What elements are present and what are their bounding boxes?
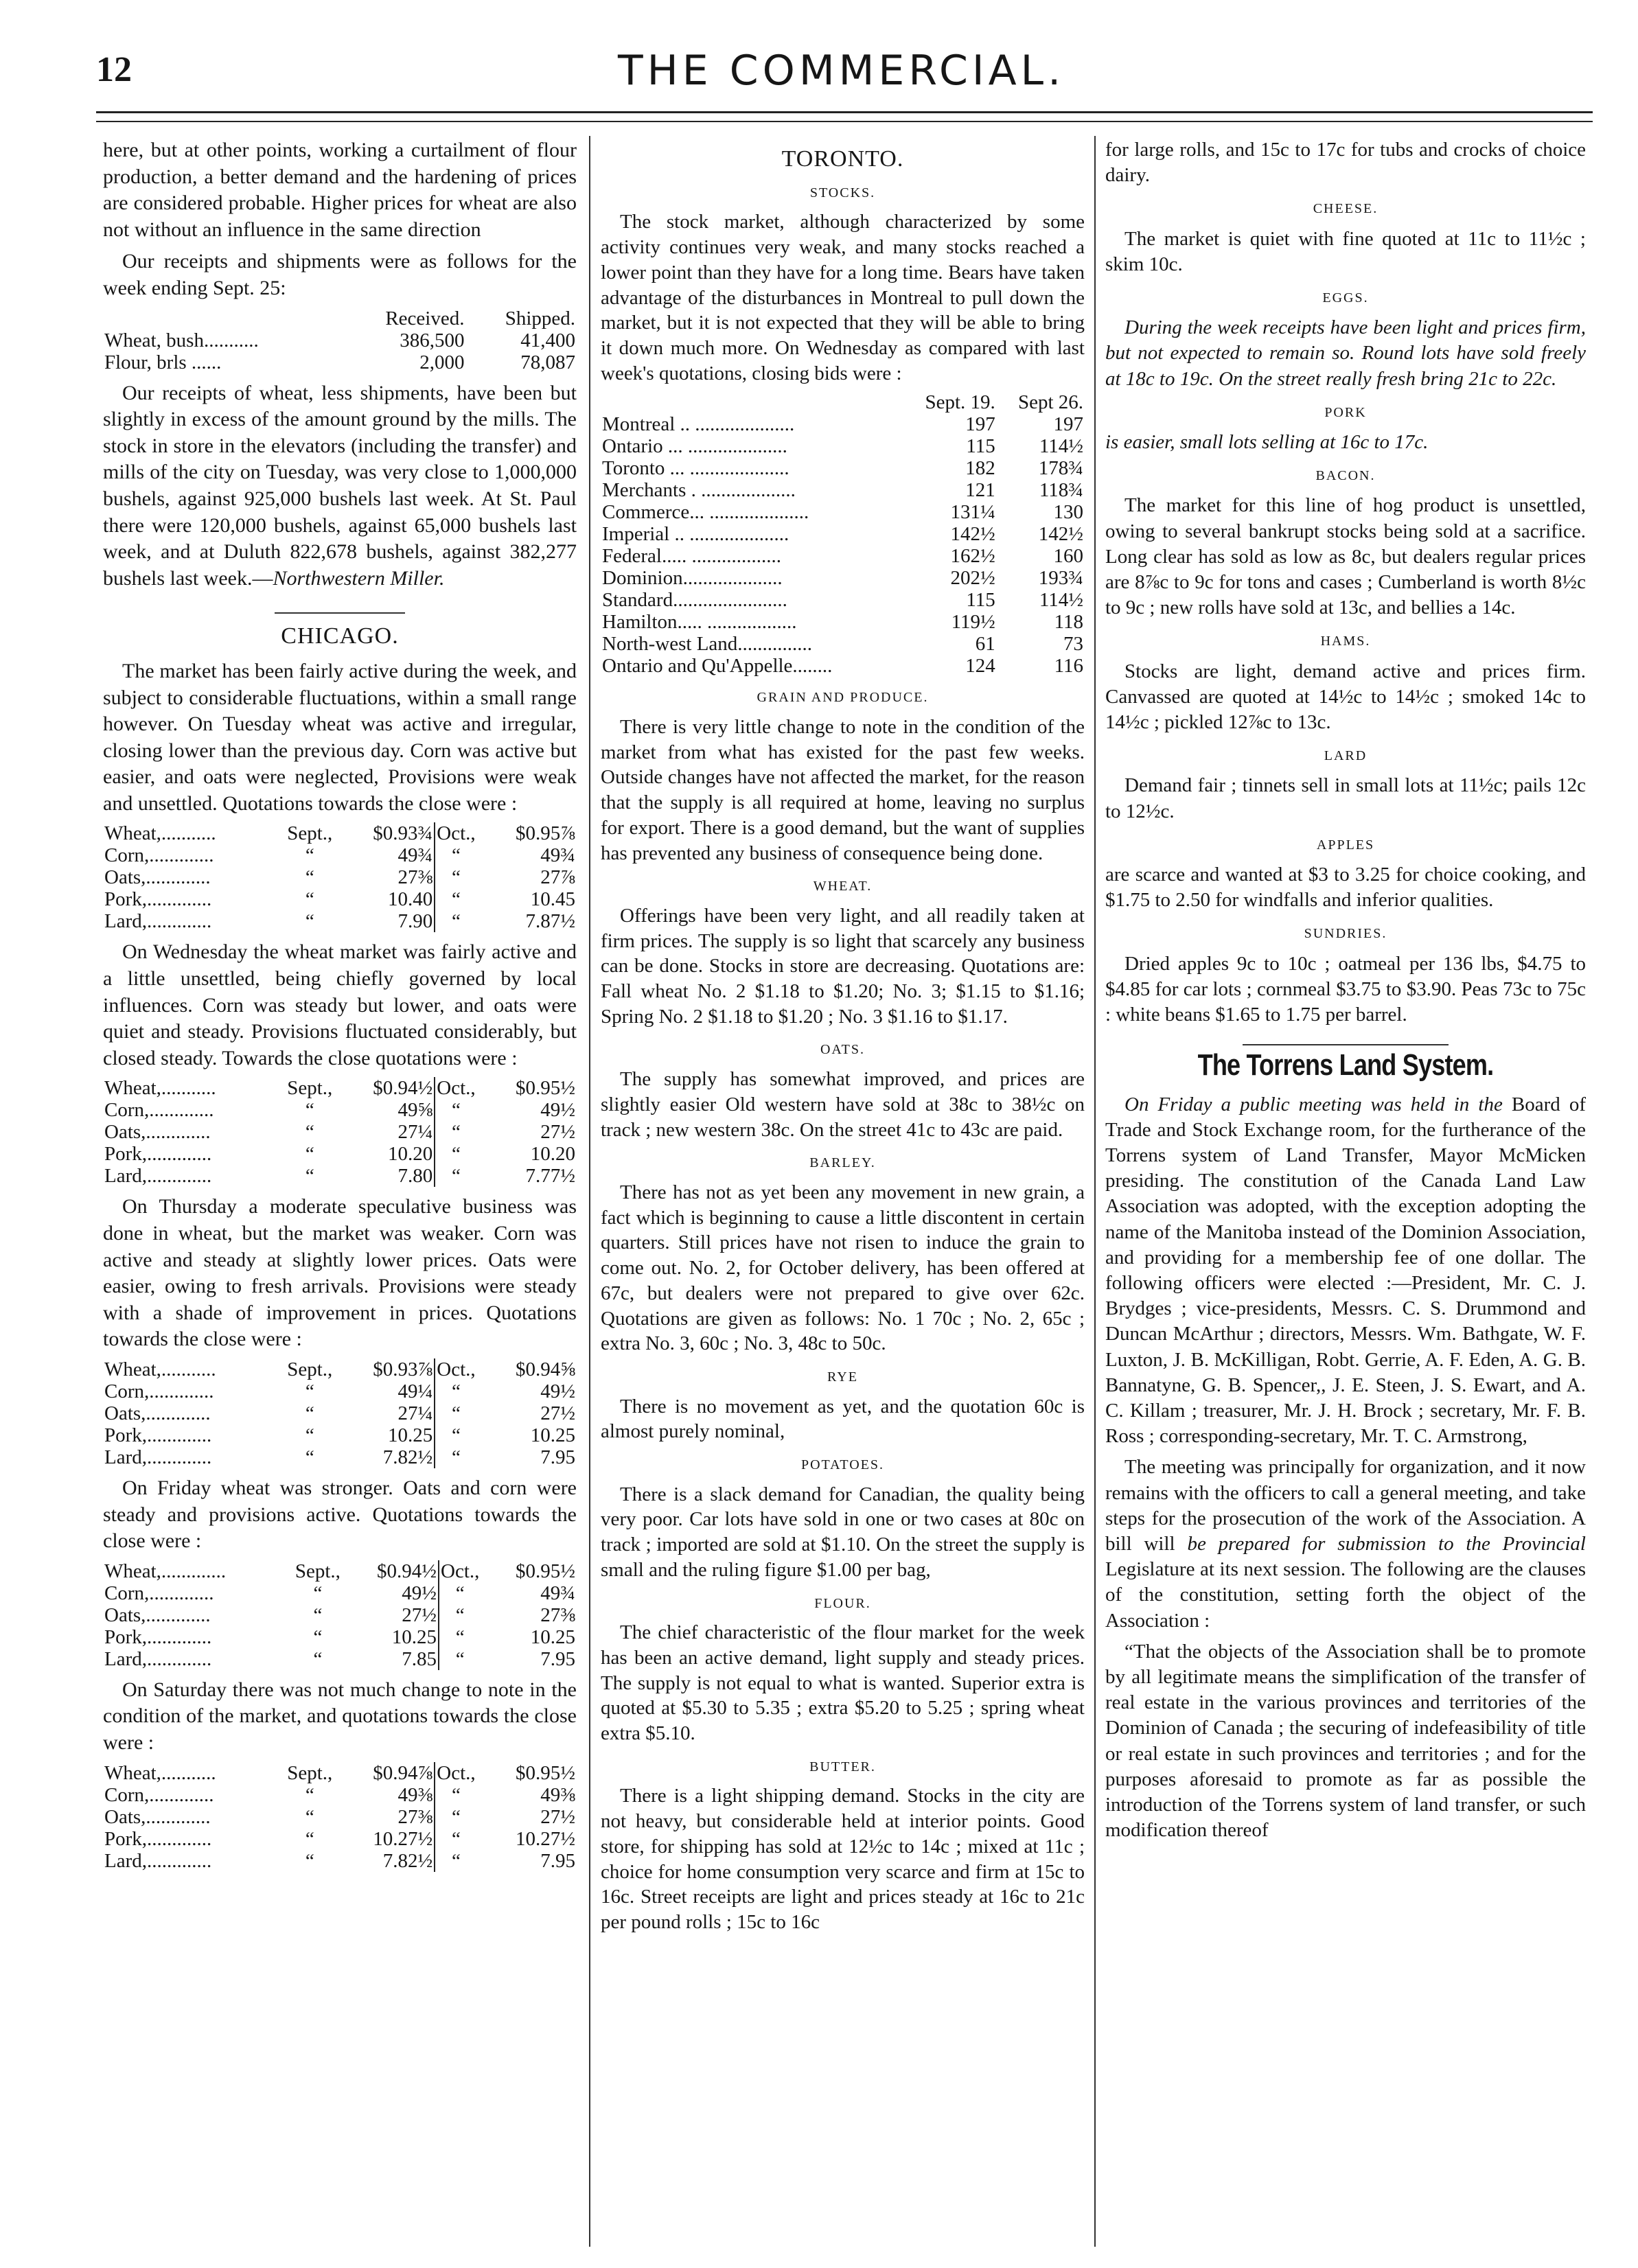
stock-sept26: 142½ — [1038, 523, 1083, 546]
quote-sept-value: 10.40 — [334, 888, 435, 910]
receipts-head-shipped: Shipped. — [505, 307, 575, 329]
stock-sept19: 61 — [975, 633, 995, 656]
quote-sept-label: “ — [305, 910, 314, 933]
receipts-table — [103, 308, 577, 373]
quote-sept-value: 10.20 — [334, 1143, 435, 1165]
quote-sept-label: “ — [313, 1604, 323, 1626]
chicago-title: CHICAGO. — [281, 623, 399, 649]
quote-oct-value: 49⅜ — [540, 1783, 575, 1806]
torrens-paragraph-3: “That the objects of the Association shall be to promote by all legitimate means the simplification of the transfer of real estate in the various provinces and territories of the Dominion of Canada ; the securing of indefeasibility of title or real estate in such provinces and territories ; and for the purposes aforesaid to promote as far as possible the introduction of the Torrens system of land transfer, or such modification thereof — [1105, 1640, 1586, 1842]
quote-oct-label: “ — [452, 1805, 461, 1828]
quote-sept-value: 49⅜ — [334, 1784, 435, 1806]
quote-oct-value: $0.95⅞ — [516, 822, 575, 845]
quote-oct-value: $0.94⅝ — [516, 1358, 575, 1380]
quote-oct-label: Oct., — [437, 1358, 476, 1380]
cheese-paragraph: The market is quiet with fine quoted at 11c to 11½c ; skim 10c. — [1105, 227, 1586, 275]
quote-sept-value: $0.94⅞ — [334, 1762, 435, 1784]
butter-paragraph: There is a light shipping demand. Stocks in the city are not heavy, but considerable held at interior points. Good store, for shipping has sold at 12½c to 14c ; mixed at 11c ; choice for home consumption very scarce and firm at 15c to 16c. Street receipts are light and prices steady at 16c to 21c per pound rolls ; 15c to 16c — [601, 1785, 1085, 1933]
quote-sept-value: $0.93¾ — [334, 822, 435, 844]
quote-oct-label: “ — [452, 1446, 461, 1468]
stock-name: Standard....................... — [602, 589, 787, 612]
quote-commodity: Oats,............. — [104, 1604, 211, 1626]
quote-sept-value: 7.82½ — [334, 1446, 435, 1468]
table-row — [601, 545, 1085, 567]
table-row — [103, 329, 577, 351]
stocks-head-sept26: Sept 26. — [1017, 391, 1083, 414]
quote-oct-label: “ — [452, 1121, 461, 1144]
quote-commodity: Corn,............. — [104, 1783, 214, 1806]
quote-sept-label: “ — [305, 888, 314, 911]
table-row — [103, 1626, 577, 1648]
quote-oct-label: “ — [455, 1604, 465, 1626]
quote-commodity: Wheat,............. — [104, 1560, 227, 1582]
quote-sept-value: 7.85 — [342, 1648, 439, 1670]
flour-heading: FLOUR. — [814, 1595, 871, 1611]
quote-oct-value: 10.20 — [530, 1143, 575, 1166]
table-row — [103, 1762, 577, 1784]
stock-sept26: 114½ — [1039, 435, 1083, 458]
butter-continued: for large rolls, and 15c to 17c for tubs and crocks of choice dairy. — [1105, 139, 1586, 187]
quote-sept-value: 49⅝ — [334, 1099, 435, 1121]
chicago-p5: On Saturday there was not much change to note in the condition of the market, and quotations towards the close were : — [103, 1678, 577, 1754]
stock-sept26: 73 — [1063, 633, 1083, 656]
table-row — [601, 413, 1085, 435]
torrens-paragraph-2 — [1105, 1455, 1586, 1633]
stock-sept26: 178¾ — [1038, 457, 1083, 480]
stock-sept19: 124 — [965, 655, 995, 678]
table-row — [601, 567, 1085, 589]
table-row — [103, 1143, 577, 1165]
chicago-p2: On Wednesday the wheat market was fairly active and a little unsettled, being chiefly governed by local influences. Corn was steady but lower, and oats were quiet and steady. Provisions fluctuated considerably, but closed steady. Towards the close quotations were : — [103, 940, 577, 1069]
chicago-p4: On Friday wheat was stronger. Oats and corn were steady and provisions active. Quotations towards the close were : — [103, 1477, 577, 1553]
quote-commodity: Pork,............. — [104, 1827, 212, 1850]
torrens-paragraph-1 — [1105, 1092, 1586, 1450]
receipts-head-received: Received. — [385, 307, 465, 329]
quote-sept-value: $0.93⅞ — [334, 1358, 435, 1380]
col1-intro: here, but at other points, working a curtailment of flour production, a better demand and the hardening of prices are considered probable. Higher prices for wheat are also not without an influence in the same direction — [103, 139, 577, 241]
quote-sept-label: Sept., — [295, 1560, 341, 1582]
stock-name: Merchants . ................... — [602, 479, 796, 502]
quote-oct-label: “ — [452, 1849, 461, 1872]
quotes-table-4 — [103, 1560, 577, 1670]
quote-oct-label: “ — [452, 1827, 461, 1850]
table-row — [103, 1424, 577, 1446]
quotes-table-2 — [103, 1077, 577, 1187]
quote-sept-label: “ — [305, 1402, 314, 1424]
torrens-text-2a: The meeting was principally for organization, and it now remains with the officers to call a general meeting, and take steps for the prosecution of the work of the Association. A bill will — [1105, 1456, 1586, 1555]
sundries-heading: SUNDRIES. — [1304, 926, 1387, 942]
chicago-p1: The market has been fairly active during the week, and subject to considerable fluctuations, within a small range however. On Tuesday wheat was active and irregular, closing lower than the previous day. Corn was active but easier, and oats were neglected, Provisions were weak and unsettled. Quotations towards the close were : — [103, 659, 577, 815]
stock-sept26: 160 — [1053, 545, 1083, 568]
quote-sept-label: “ — [305, 1424, 314, 1446]
quote-sept-value: 7.82½ — [334, 1850, 435, 1872]
sundries-paragraph: Dried apples 9c to 10c ; oatmeal per 136 lbs, $4.75 to $4.85 for car lots ; cornmeal $3.75 to $3.90. Peas 73c to 75c : white beans $1.65 to 1.75 per barrel. — [1105, 952, 1586, 1026]
apples-paragraph: are scarce and wanted at $3 to 3.25 for choice cooking, and $1.75 to 2.50 for windfalls and inferior qualities. — [1105, 864, 1586, 912]
grain-heading: GRAIN AND PRODUCE. — [757, 690, 929, 706]
quote-sept-value: 27⅜ — [334, 866, 435, 888]
quote-oct-label: “ — [452, 1402, 461, 1424]
quote-oct-label: Oct., — [441, 1560, 480, 1582]
stock-sept19: 131¼ — [950, 501, 995, 524]
quote-commodity: Wheat,........... — [104, 1358, 216, 1380]
table-row — [103, 1121, 577, 1143]
stock-name: Ontario and Qu'Appelle........ — [602, 655, 833, 678]
quote-sept-value: 7.90 — [334, 910, 435, 932]
quote-oct-label: Oct., — [437, 1761, 476, 1784]
page-number: 12 — [96, 50, 132, 89]
quote-commodity: Pork,............. — [104, 1143, 212, 1166]
quote-oct-label: “ — [455, 1625, 465, 1648]
header-rule-top — [96, 111, 1593, 113]
table-row — [103, 1358, 577, 1380]
hams-heading: HAMS. — [1320, 634, 1371, 649]
rye-paragraph: There is no movement as yet, and the quotation 60c is almost purely nominal, — [601, 1395, 1085, 1443]
quote-sept-label: Sept., — [287, 1358, 333, 1380]
quotes-table-1 — [103, 822, 577, 932]
quote-sept-value: $0.94½ — [334, 1077, 435, 1099]
quote-oct-value: $0.95½ — [516, 1761, 575, 1784]
table-row — [103, 1784, 577, 1806]
row-label: Flour, brls ...... — [104, 351, 222, 373]
quote-sept-value: 49½ — [342, 1582, 439, 1604]
quote-oct-value: 49¾ — [540, 844, 575, 867]
row-shipped: 78,087 — [520, 351, 575, 373]
row-received: 2,000 — [419, 351, 465, 373]
quote-commodity: Pork,............. — [104, 1424, 212, 1446]
table-row — [103, 1077, 577, 1099]
stock-sept19: 202½ — [950, 567, 995, 590]
stocks-heading: STOCKS. — [809, 185, 876, 200]
quote-oct-value: 10.25 — [530, 1424, 575, 1446]
section-separator — [1243, 1044, 1449, 1045]
quote-sept-value: 27¼ — [334, 1402, 435, 1424]
wheat-paragraph: Offerings have been very light, and all readily taken at firm prices. The supply is so light that scarcely any business can be done. Stocks in store are decreasing. Quotations are: Fall wheat No. 2 $1.18 to $1.20; No. 3; $1.15 to $1.16; Spring No. 2 $1.18 to $1.20 ; No. 3 $1.16 to $1.17. — [601, 904, 1085, 1028]
quote-commodity: Corn,............. — [104, 844, 214, 867]
quote-commodity: Corn,............. — [104, 1380, 214, 1402]
quote-oct-label: “ — [452, 844, 461, 867]
row-received: 386,500 — [400, 329, 465, 351]
quote-oct-value: 49¾ — [540, 1582, 575, 1604]
quote-commodity: Corn,............. — [104, 1099, 214, 1122]
quote-oct-label: “ — [452, 1165, 461, 1188]
quote-sept-label: “ — [313, 1582, 323, 1604]
torrens-italic-lead: On Friday a public meeting was held in the — [1124, 1093, 1503, 1115]
quote-commodity: Pork,............. — [104, 888, 212, 911]
quote-sept-value: 27¼ — [334, 1121, 435, 1143]
stock-sept19: 182 — [965, 457, 995, 480]
stock-sept19: 115 — [966, 435, 995, 458]
quotes-table-3 — [103, 1358, 577, 1468]
pork-paragraph: is easier, small lots selling at 16c to 17c. — [1105, 431, 1429, 454]
quote-sept-label: “ — [305, 1099, 314, 1122]
page-header — [96, 49, 1593, 111]
stock-name: Hamilton..... .................. — [602, 611, 797, 634]
quote-sept-label: Sept., — [287, 1761, 333, 1784]
quotes-table-5 — [103, 1762, 577, 1872]
table-row — [103, 910, 577, 932]
rye-heading: RYE — [827, 1369, 858, 1385]
receipts-source: Northwestern Miller. — [273, 566, 445, 590]
table-row — [103, 1099, 577, 1121]
stock-sept26: 193¾ — [1038, 567, 1083, 590]
oats-heading: OATS. — [820, 1042, 865, 1058]
quote-sept-label: “ — [305, 1380, 314, 1402]
lard-paragraph: Demand fair ; tinnets sell in small lots at 11½c; pails 12c to 12½c. — [1105, 774, 1586, 822]
column-divider-2 — [1094, 136, 1096, 2247]
table-row — [103, 1850, 577, 1872]
stock-name: Federal..... .................. — [602, 545, 781, 568]
hams-paragraph: Stocks are light, demand active and prices firm. Canvassed are quoted at 14½c to 14½c ; smoked 14c to 14½c ; pickled 12⅞c to 13c. — [1105, 660, 1586, 734]
quote-sept-value: 10.25 — [334, 1424, 435, 1446]
quote-sept-label: “ — [305, 1827, 314, 1850]
table-row — [103, 1582, 577, 1604]
bacon-heading: BACON. — [1315, 468, 1376, 484]
grain-paragraph: There is very little change to note in the condition of the market from what has existed for the past few weeks. Outside changes have not affected the market, for the reason that the supply is all required at home, leaving no surplus for export. There is a good demand, but the want of supplies has prevented any business of consequence being done. — [601, 716, 1085, 864]
potatoes-heading: POTATOES. — [800, 1457, 885, 1473]
quote-commodity: Oats,............. — [104, 866, 211, 889]
quote-oct-value: 7.95 — [540, 1647, 575, 1670]
eggs-heading: EGGS. — [1322, 290, 1369, 306]
barley-paragraph: There has not as yet been any movement in new grain, a fact which is beginning to cause a little discontent in certain quarters. Still prices have not risen to induce the grain to come out. No. 2, for October delivery, has been offered at 67c, but dealers were not prepared to give over 62c. Quotations are given as follows: No. 1 70c ; No. 2, 65c ; extra No. 3, 60c ; No. 3, 48c to 50c. — [601, 1181, 1085, 1355]
quote-oct-value: 7.87½ — [525, 910, 575, 933]
chicago-p3: On Thursday a moderate speculative business was done in wheat, but the market was weaker. Corn was active and steady at slightly lower prices. Oats were easier, owing to fresh arrivals. Provisions were steady with a shade of improvement in prices. Quotations towards the close were : — [103, 1195, 577, 1351]
stock-sept26: 114½ — [1039, 589, 1083, 612]
quote-sept-label: Sept., — [287, 822, 333, 845]
table-row — [601, 589, 1085, 611]
quote-sept-value: 10.25 — [342, 1626, 439, 1648]
quote-oct-value: 27⅞ — [540, 866, 575, 889]
table-row — [601, 435, 1085, 457]
quote-oct-value: 27½ — [540, 1805, 575, 1828]
stock-name: Dominion.................... — [602, 567, 783, 590]
stock-sept19: 121 — [965, 479, 995, 502]
quote-oct-value: 7.77½ — [525, 1165, 575, 1188]
wheat-heading: WHEAT. — [813, 879, 873, 894]
table-row — [103, 1402, 577, 1424]
quote-sept-value: 49¾ — [334, 844, 435, 866]
quote-oct-value: 10.25 — [530, 1625, 575, 1648]
table-row — [103, 1604, 577, 1626]
quote-sept-label: “ — [305, 1446, 314, 1468]
quote-sept-label: Sept., — [287, 1077, 333, 1100]
quote-sept-value: 27½ — [342, 1604, 439, 1626]
stock-sept26: 130 — [1053, 501, 1083, 524]
quote-oct-label: “ — [452, 1424, 461, 1446]
receipts-text: Our receipts of wheat, less shipments, have been but slightly in excess of the amount ground by the mills. The stock in store in the elevators (including the transfer) and mills of the city on Tuesday, was very close to 1,000,000 bushels, against 925,000 bushels last week. At St. Paul there were 120,000 bushels, against 65,000 bushels last week, and at Duluth 822,678 bushels, against 382,277 bushels last week.— — [103, 381, 577, 590]
quote-sept-label: “ — [305, 1121, 314, 1144]
table-row — [601, 523, 1085, 545]
section-separator — [275, 612, 405, 614]
stock-sept19: 142½ — [950, 523, 995, 546]
quote-sept-value: 10.27½ — [334, 1828, 435, 1850]
table-row — [103, 1806, 577, 1828]
table-row — [601, 479, 1085, 501]
quote-oct-label: “ — [452, 888, 461, 911]
quote-oct-label: “ — [455, 1582, 465, 1604]
potatoes-paragraph: There is a slack demand for Canadian, the quality being very poor. Car lots have sold in one or two cases at 80c on track ; imported are sold at $1.10. On the street the supply is small and the ruling figure $1.00 per bag, — [601, 1483, 1085, 1581]
table-row — [601, 501, 1085, 523]
quote-oct-value: 49½ — [540, 1380, 575, 1402]
quote-oct-value: 27½ — [540, 1402, 575, 1424]
column-divider-1 — [589, 136, 590, 2247]
quote-sept-label: “ — [313, 1625, 323, 1648]
quote-sept-value: 7.80 — [334, 1165, 435, 1187]
quote-oct-label: Oct., — [437, 1077, 476, 1100]
quote-sept-label: “ — [305, 1143, 314, 1166]
quote-sept-label: “ — [313, 1647, 323, 1670]
quote-sept-value: $0.94½ — [342, 1560, 439, 1582]
quote-oct-label: “ — [455, 1647, 465, 1670]
quote-commodity: Lard,............. — [104, 1165, 212, 1188]
table-row — [103, 1446, 577, 1468]
table-row — [103, 351, 577, 373]
torrens-text-2c: Legislature at its next session. The following are the clauses of the constitution, setting forth the object of the Association : — [1105, 1558, 1586, 1632]
stock-sept19: 162½ — [950, 545, 995, 568]
quote-sept-value: 49¼ — [334, 1380, 435, 1402]
cheese-heading: CHEESE. — [1313, 201, 1379, 217]
quote-oct-value: 10.27½ — [516, 1827, 575, 1850]
oats-paragraph: The supply has somewhat improved, and prices are slightly easier Old western have sold at 38c to 38½c on track ; new western 38c. On the street 41c to 43c are paid. — [601, 1068, 1085, 1141]
bacon-paragraph: The market for this line of hog product is unsettled, owing to several bankrupt stocks being sold at a sacrifice. Long clear has sold as low as 8c, but dealers regular prices are 8⅞c to 9c for tons and cases ; Cumberland is worth 8½c to 9c ; new rolls have sold at 13c, and bellies a 14c. — [1105, 494, 1586, 619]
quote-commodity: Pork,............. — [104, 1625, 212, 1648]
table-row — [103, 866, 577, 888]
table-row — [103, 1560, 577, 1582]
masthead: THE COMMERCIAL. — [618, 47, 1065, 95]
quote-sept-label: “ — [305, 1849, 314, 1872]
quote-oct-value: 27½ — [540, 1121, 575, 1144]
quote-commodity: Wheat,........... — [104, 1761, 216, 1784]
quote-commodity: Lard,............. — [104, 1849, 212, 1872]
torrens-title: The Torrens Land System. — [1197, 1048, 1494, 1083]
table-row — [103, 844, 577, 866]
column-3 — [1105, 137, 1586, 1849]
quote-commodity: Wheat,........... — [104, 1077, 216, 1100]
stocks-table — [601, 391, 1085, 677]
quote-sept-label: “ — [305, 1783, 314, 1806]
quote-commodity: Corn,............. — [104, 1582, 214, 1604]
header-rule-bottom — [96, 121, 1593, 122]
table-row — [103, 1165, 577, 1187]
table-row — [103, 1648, 577, 1670]
column-2 — [601, 137, 1085, 1941]
quote-sept-label: “ — [305, 866, 314, 889]
stock-name: North-west Land............... — [602, 633, 813, 656]
table-row — [601, 611, 1085, 633]
quote-oct-label: Oct., — [437, 822, 476, 845]
table-row — [103, 1380, 577, 1402]
column-1 — [103, 137, 577, 1879]
table-row — [103, 888, 577, 910]
stock-name: Ontario ... .................... — [602, 435, 787, 458]
torrens-text-1: Board of Trade and Stock Exchange room, for the furtherance of the Torrens system of Land Transfer, Mayor McMicken presiding. The constitution of the Canada Land Law Association was adopted, with the exception adopting the name of the Manitoba instead of the Dominion Association, and providing for a membership fee of one dollar. The following officers were elected :—President, Mr. C. J. Brydges ; vice-presidents, Messrs. C. S. Drummond and Duncan McArthur ; directors, Messrs. Wm. Bathgate, W. F. Luxton, J. B. McKilligan, Robt. Gerrie, A. F. Eden, A. G. B. Bannatyne, G. B. Spencer,, J. E. Steen, J. S. Ewart, and A. C. Killam ; treasurer, Mr. J. H. Brock ; secretary, Mr. F. B. Ross ; corresponding-secretary, Mr. T. C. Armstrong, — [1105, 1093, 1587, 1448]
table-row — [601, 655, 1085, 677]
apples-heading: APPLES — [1316, 837, 1375, 853]
quote-commodity: Lard,............. — [104, 1446, 212, 1468]
stocks-paragraph: The stock market, although characterized by some activity continues very weak, and many stocks reached a lower point than they have for a long time. Bears have taken advantage of the disturbances in Montreal to pull down the market, but it is not expected that they will be able to bring it down much more. On Wednesday as compared with last week's quotations, closing bids were : — [601, 211, 1085, 384]
quote-sept-label: “ — [305, 1165, 314, 1188]
quote-oct-value: 7.95 — [540, 1849, 575, 1872]
quote-oct-label: “ — [452, 866, 461, 889]
quote-commodity: Oats,............. — [104, 1121, 211, 1144]
row-shipped: 41,400 — [520, 329, 575, 351]
quote-commodity: Lard,............. — [104, 1647, 212, 1670]
stock-sept19: 119½ — [951, 611, 995, 634]
quote-oct-value: 10.45 — [530, 888, 575, 911]
quote-oct-label: “ — [452, 1099, 461, 1122]
quote-sept-value: 27⅜ — [334, 1806, 435, 1828]
quote-oct-value: $0.95½ — [516, 1077, 575, 1100]
table-row — [601, 457, 1085, 479]
stock-name: Commerce... .................... — [602, 501, 809, 524]
stock-name: Toronto ... .................... — [602, 457, 789, 480]
receipts-intro: Our receipts and shipments were as follows for the week ending Sept. 25: — [103, 250, 577, 299]
receipts-paragraph — [103, 380, 577, 592]
quote-commodity: Oats,............. — [104, 1805, 211, 1828]
stock-sept26: 197 — [1053, 413, 1083, 436]
quote-commodity: Wheat,........... — [104, 822, 216, 845]
pork-heading: PORK — [1324, 404, 1367, 420]
quote-oct-label: “ — [452, 1143, 461, 1166]
barley-heading: BARLEY. — [809, 1155, 876, 1171]
stock-sept26: 118 — [1054, 611, 1083, 634]
quote-commodity: Oats,............. — [104, 1402, 211, 1424]
quote-oct-value: 49½ — [540, 1099, 575, 1122]
stocks-head-sept19: Sept. 19. — [925, 391, 995, 414]
butter-heading: BUTTER. — [809, 1759, 876, 1774]
flour-paragraph: The chief characteristic of the flour market for the week has been an active demand, light supply and steady prices. The supply is not equal to what is wanted. Superior extra is quoted at $5.30 to 5.35 ; extra $5.20 to 5.25 ; spring wheat extra $5.10. — [601, 1621, 1085, 1745]
stock-sept19: 115 — [966, 589, 995, 612]
eggs-paragraph: During the week receipts have been light and prices firm, but not expected to remain so. Round lots have sold freely at 18c to 19c. On the street really fresh bring 21c to 22c. — [1105, 316, 1586, 390]
stock-sept19: 197 — [965, 413, 995, 436]
quote-oct-label: “ — [452, 910, 461, 933]
quote-sept-label: “ — [305, 844, 314, 867]
stock-sept26: 118¾ — [1039, 479, 1083, 502]
row-label: Wheat, bush........... — [104, 329, 259, 351]
quote-oct-label: “ — [452, 1380, 461, 1402]
quote-oct-value: $0.95½ — [516, 1560, 575, 1582]
table-row — [103, 822, 577, 844]
stock-name: Imperial .. .................... — [602, 523, 789, 546]
lard-heading: LARD — [1324, 748, 1368, 764]
quote-oct-value: 27⅜ — [540, 1604, 575, 1626]
toronto-title: TORONTO. — [781, 146, 904, 172]
quote-sept-label: “ — [305, 1805, 314, 1828]
quote-commodity: Lard,............. — [104, 910, 212, 933]
table-row — [103, 1828, 577, 1850]
stock-name: Montreal .. .................... — [602, 413, 795, 436]
table-row — [601, 633, 1085, 655]
quote-oct-label: “ — [452, 1783, 461, 1806]
torrens-text-2b: be prepared for submission to the Provincial — [1187, 1532, 1586, 1555]
quote-oct-value: 7.95 — [540, 1446, 575, 1468]
stock-sept26: 116 — [1054, 655, 1083, 678]
